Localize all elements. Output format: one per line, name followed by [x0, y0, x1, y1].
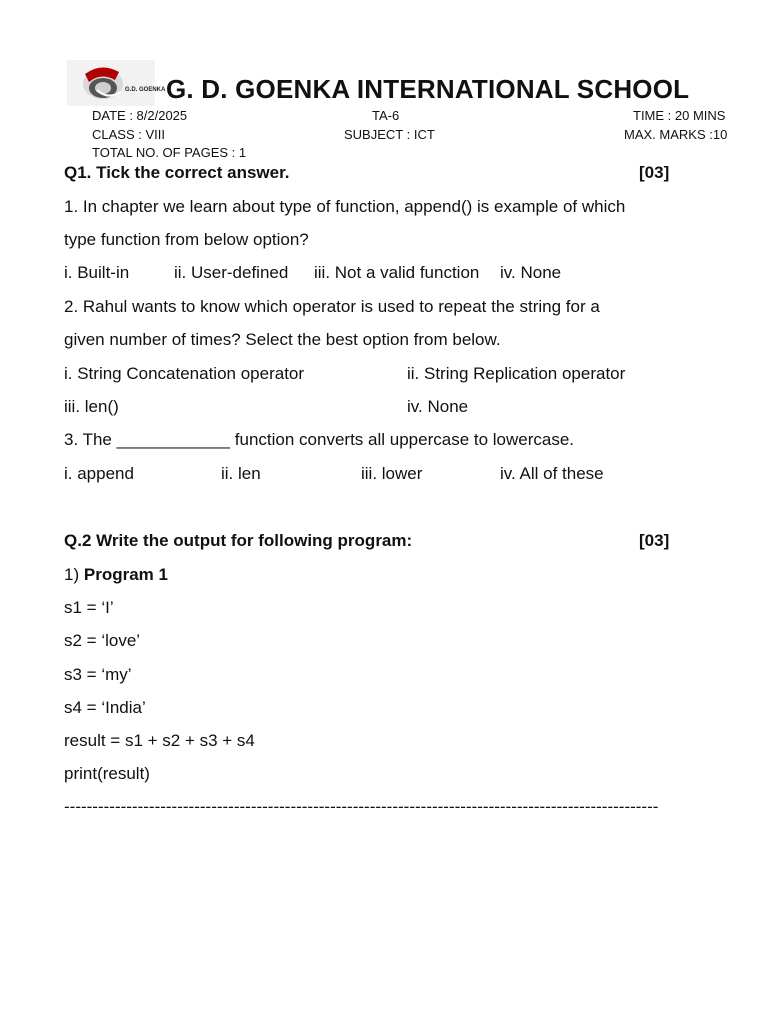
q1-2-option-iv: iv. None: [407, 397, 469, 416]
test-code: TA-6: [372, 108, 400, 123]
test-time: TIME : 20 MINS: [633, 108, 726, 123]
q1-1-line1: 1. In chapter we learn about type of function, append() is example of which: [64, 197, 626, 216]
program-heading: [64, 565, 168, 585]
q1-1-option-iii: iii. Not a valid function: [314, 263, 480, 282]
q1-3-line: 3. The ____________ function converts all uppercase to lowercase.: [64, 430, 575, 449]
q1-2-line1: 2. Rahul wants to know which operator is used to repeat the string for a: [64, 297, 600, 316]
test-date: DATE : 8/2/2025: [92, 108, 188, 123]
q1-3-option-i: i. append: [64, 464, 134, 483]
total-pages: TOTAL NO. OF PAGES : 1: [92, 145, 247, 160]
code-line: print(result): [64, 764, 150, 783]
class-label: CLASS : VIII: [92, 127, 165, 142]
svg-text:G.D. GOENKA: G.D. GOENKA: [125, 87, 166, 93]
q1-1-option-iv: iv. None: [500, 263, 562, 282]
q2-heading: Q.2 Write the output for following program:: [64, 531, 413, 550]
code-line: s4 = ‘India’: [64, 698, 146, 717]
q2-marks: [03]: [639, 531, 670, 550]
dashed-divider: ---------------------------------------------------------------------------------------------------------: [64, 797, 659, 816]
q1-marks: [03]: [639, 163, 670, 182]
max-marks: MAX. MARKS :10: [624, 127, 728, 142]
q1-3-option-ii: ii. len: [221, 464, 261, 483]
school-logo: [67, 60, 166, 106]
code-line: result = s1 + s2 + s3 + s4: [64, 731, 255, 750]
school-name: G. D. GOENKA INTERNATIONAL SCHOOL: [166, 74, 690, 104]
q1-1-line2: type function from below option?: [64, 230, 309, 249]
code-line: s2 = ‘love’: [64, 631, 141, 650]
q1-1-option-i: i. Built-in: [64, 263, 130, 282]
code-line: s1 = ‘I’: [64, 598, 114, 617]
q1-2-option-iii: iii. len(): [64, 397, 119, 416]
program-title: Program 1: [83, 565, 168, 584]
q1-2-line2: given number of times? Select the best option from below.: [64, 330, 501, 349]
q1-1-option-ii: ii. User-defined: [174, 263, 289, 282]
q1-3-option-iii: iii. lower: [361, 464, 423, 483]
q1-3-option-iv: iv. All of these: [500, 464, 604, 483]
q1-heading: Q1. Tick the correct answer.: [64, 163, 290, 182]
q1-2-option-ii: ii. String Replication operator: [407, 364, 626, 383]
program-number: 1): [64, 565, 80, 584]
subject-label: SUBJECT : ICT: [344, 127, 435, 142]
code-line: s3 = ‘my’: [64, 665, 132, 684]
q1-2-option-i: i. String Concatenation operator: [64, 364, 305, 383]
